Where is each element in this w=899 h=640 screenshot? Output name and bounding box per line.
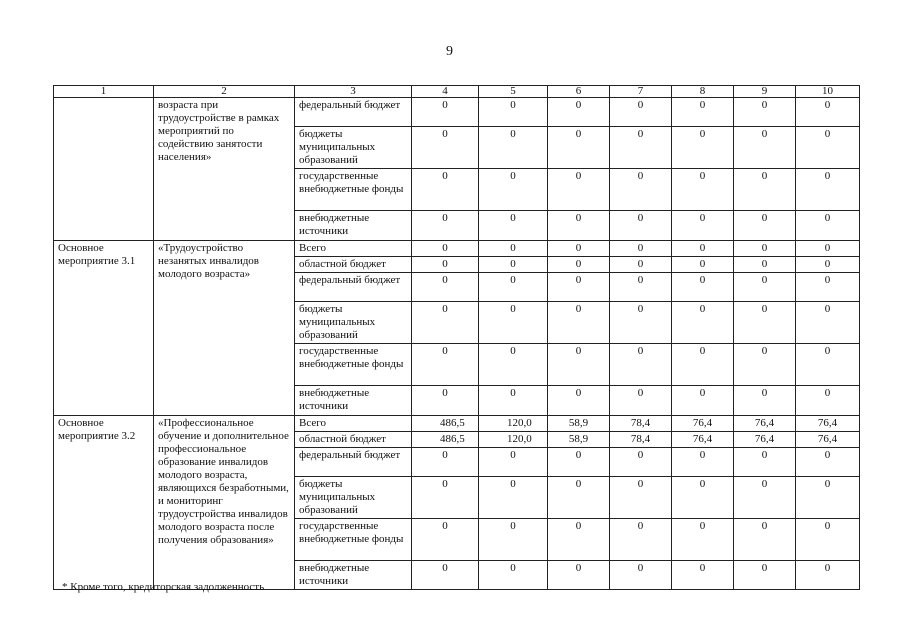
funding-source-cell: федеральный бюджет xyxy=(295,448,412,477)
value-cell: 76,4 xyxy=(796,416,860,432)
value-cell: 0 xyxy=(479,477,548,519)
header-cell: 2 xyxy=(154,86,295,98)
header-cell: 6 xyxy=(548,86,610,98)
activity-name-cell xyxy=(54,98,154,241)
funding-source-cell: областной бюджет xyxy=(295,432,412,448)
value-cell: 0 xyxy=(734,302,796,344)
funding-source-cell: бюджеты муниципальных образований xyxy=(295,127,412,169)
activity-description-cell: возраста при трудоустройстве в рамках мероприятий по содействию занятости населения» xyxy=(154,98,295,241)
funding-source-cell: государственные внебюджетные фонды xyxy=(295,169,412,211)
value-cell: 0 xyxy=(610,561,672,590)
value-cell: 0 xyxy=(610,448,672,477)
funding-source-cell: государственные внебюджетные фонды xyxy=(295,519,412,561)
value-cell: 0 xyxy=(412,98,479,127)
value-cell: 0 xyxy=(479,241,548,257)
funding-source-cell: внебюджетные источники xyxy=(295,386,412,416)
funding-source-cell: федеральный бюджет xyxy=(295,273,412,302)
value-cell: 0 xyxy=(734,344,796,386)
value-cell: 0 xyxy=(610,211,672,241)
value-cell: 78,4 xyxy=(610,416,672,432)
value-cell: 0 xyxy=(479,302,548,344)
value-cell: 0 xyxy=(548,257,610,273)
value-cell: 0 xyxy=(610,241,672,257)
value-cell: 486,5 xyxy=(412,416,479,432)
value-cell: 0 xyxy=(412,257,479,273)
value-cell: 0 xyxy=(672,477,734,519)
value-cell: 0 xyxy=(479,448,548,477)
value-cell: 0 xyxy=(734,273,796,302)
value-cell: 78,4 xyxy=(610,432,672,448)
value-cell: 0 xyxy=(672,127,734,169)
value-cell: 0 xyxy=(548,169,610,211)
value-cell: 0 xyxy=(479,257,548,273)
value-cell: 76,4 xyxy=(734,416,796,432)
value-cell: 0 xyxy=(672,257,734,273)
value-cell: 0 xyxy=(672,211,734,241)
value-cell: 76,4 xyxy=(734,432,796,448)
value-cell: 0 xyxy=(672,386,734,416)
value-cell: 0 xyxy=(734,169,796,211)
value-cell: 0 xyxy=(734,448,796,477)
value-cell: 0 xyxy=(548,127,610,169)
header-cell: 7 xyxy=(610,86,672,98)
funding-source-cell: Всего xyxy=(295,241,412,257)
value-cell: 0 xyxy=(479,386,548,416)
value-cell: 0 xyxy=(796,257,860,273)
header-cell: 3 xyxy=(295,86,412,98)
funding-source-cell: Всего xyxy=(295,416,412,432)
value-cell: 0 xyxy=(672,241,734,257)
value-cell: 0 xyxy=(796,127,860,169)
value-cell: 0 xyxy=(796,169,860,211)
header-cell: 8 xyxy=(672,86,734,98)
header-cell: 10 xyxy=(796,86,860,98)
value-cell: 0 xyxy=(734,386,796,416)
value-cell: 0 xyxy=(479,561,548,590)
value-cell: 0 xyxy=(412,127,479,169)
value-cell: 0 xyxy=(412,211,479,241)
value-cell: 0 xyxy=(548,98,610,127)
value-cell: 0 xyxy=(548,211,610,241)
value-cell: 0 xyxy=(672,561,734,590)
value-cell: 0 xyxy=(412,561,479,590)
value-cell: 0 xyxy=(796,477,860,519)
value-cell: 0 xyxy=(479,344,548,386)
value-cell: 0 xyxy=(672,302,734,344)
value-cell: 0 xyxy=(548,344,610,386)
value-cell: 0 xyxy=(672,519,734,561)
value-cell: 120,0 xyxy=(479,416,548,432)
value-cell: 0 xyxy=(479,273,548,302)
value-cell: 0 xyxy=(412,448,479,477)
value-cell: 120,0 xyxy=(479,432,548,448)
value-cell: 0 xyxy=(796,98,860,127)
value-cell: 0 xyxy=(734,98,796,127)
funding-source-cell: государственные внебюджетные фонды xyxy=(295,344,412,386)
table-row xyxy=(54,241,860,257)
value-cell: 0 xyxy=(734,127,796,169)
activity-description-cell: «Трудоустройство незанятых инвалидов молодого возраста» xyxy=(154,241,295,416)
value-cell: 0 xyxy=(672,169,734,211)
value-cell: 0 xyxy=(672,344,734,386)
header-cell: 5 xyxy=(479,86,548,98)
value-cell: 0 xyxy=(548,302,610,344)
funding-source-cell: федеральный бюджет xyxy=(295,98,412,127)
value-cell: 0 xyxy=(672,448,734,477)
activity-name-cell: Основное мероприятие 3.1 xyxy=(54,241,154,416)
value-cell: 0 xyxy=(479,519,548,561)
funding-source-cell: областной бюджет xyxy=(295,257,412,273)
table-row xyxy=(54,416,860,432)
value-cell: 0 xyxy=(479,127,548,169)
activity-description-cell: «Профессиональное обучение и дополнительное профессиональное образование инвалидов молодого возраста, являющихся безработными, и мониторинг трудоустройства инвалидов молодого возраста после получения образования» xyxy=(154,416,295,590)
value-cell: 0 xyxy=(734,241,796,257)
header-row xyxy=(54,86,860,98)
value-cell: 0 xyxy=(796,448,860,477)
value-cell: 0 xyxy=(548,241,610,257)
funding-table xyxy=(53,85,860,590)
value-cell: 0 xyxy=(412,273,479,302)
value-cell: 0 xyxy=(796,344,860,386)
value-cell: 0 xyxy=(610,98,672,127)
value-cell: 0 xyxy=(412,302,479,344)
header-cell: 4 xyxy=(412,86,479,98)
value-cell: 0 xyxy=(796,302,860,344)
value-cell: 0 xyxy=(672,98,734,127)
value-cell: 0 xyxy=(734,257,796,273)
value-cell: 0 xyxy=(610,302,672,344)
funding-source-cell: бюджеты муниципальных образований xyxy=(295,302,412,344)
value-cell: 0 xyxy=(734,477,796,519)
value-cell: 0 xyxy=(548,273,610,302)
value-cell: 0 xyxy=(412,477,479,519)
funding-source-cell: бюджеты муниципальных образований xyxy=(295,477,412,519)
table-row xyxy=(54,98,860,127)
value-cell: 0 xyxy=(734,211,796,241)
value-cell: 0 xyxy=(796,241,860,257)
value-cell: 0 xyxy=(610,477,672,519)
value-cell: 0 xyxy=(610,386,672,416)
value-cell: 58,9 xyxy=(548,416,610,432)
value-cell: 0 xyxy=(412,519,479,561)
value-cell: 0 xyxy=(479,169,548,211)
value-cell: 0 xyxy=(610,169,672,211)
value-cell: 0 xyxy=(734,519,796,561)
value-cell: 0 xyxy=(610,519,672,561)
value-cell: 0 xyxy=(548,519,610,561)
value-cell: 0 xyxy=(796,211,860,241)
table-body xyxy=(54,98,860,590)
value-cell: 0 xyxy=(548,448,610,477)
value-cell: 76,4 xyxy=(796,432,860,448)
page-number: 9 xyxy=(446,44,453,59)
value-cell: 0 xyxy=(548,561,610,590)
value-cell: 76,4 xyxy=(672,432,734,448)
header-cell: 9 xyxy=(734,86,796,98)
header-cell: 1 xyxy=(54,86,154,98)
value-cell: 486,5 xyxy=(412,432,479,448)
value-cell: 0 xyxy=(479,98,548,127)
value-cell: 76,4 xyxy=(672,416,734,432)
funding-source-cell: внебюджетные источники xyxy=(295,561,412,590)
value-cell: 0 xyxy=(796,273,860,302)
value-cell: 0 xyxy=(796,561,860,590)
value-cell: 0 xyxy=(734,561,796,590)
value-cell: 0 xyxy=(479,211,548,241)
value-cell: 0 xyxy=(548,386,610,416)
value-cell: 0 xyxy=(610,257,672,273)
value-cell: 0 xyxy=(672,273,734,302)
value-cell: 0 xyxy=(796,386,860,416)
value-cell: 0 xyxy=(412,386,479,416)
value-cell: 0 xyxy=(412,169,479,211)
value-cell: 0 xyxy=(610,273,672,302)
footnote: * Кроме того, кредиторская задолженность xyxy=(62,581,265,593)
value-cell: 58,9 xyxy=(548,432,610,448)
value-cell: 0 xyxy=(412,344,479,386)
funding-source-cell: внебюджетные источники xyxy=(295,211,412,241)
value-cell: 0 xyxy=(610,344,672,386)
value-cell: 0 xyxy=(548,477,610,519)
value-cell: 0 xyxy=(412,241,479,257)
value-cell: 0 xyxy=(796,519,860,561)
activity-name-cell: Основное мероприятие 3.2 xyxy=(54,416,154,590)
value-cell: 0 xyxy=(610,127,672,169)
